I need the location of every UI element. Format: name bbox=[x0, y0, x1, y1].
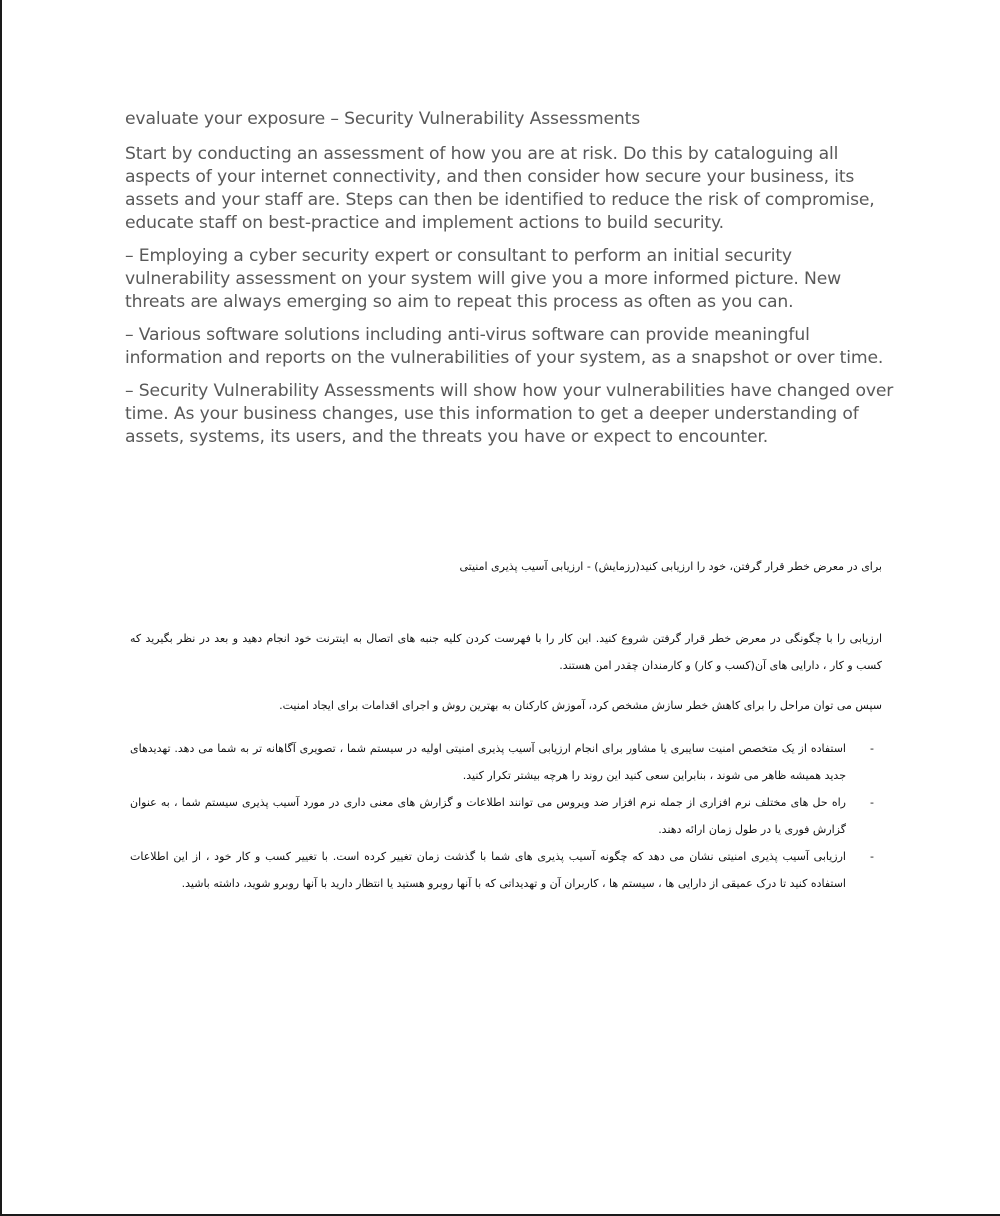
persian-list-item bbox=[130, 789, 882, 843]
persian-paragraph-steps: سپس می توان مراحل را برای کاهش خطر سازش مشخص کرد، آموزش کارکنان به بهترین روش و اجرای اقدامات برای ایجاد امنیت. bbox=[279, 699, 882, 712]
persian-list-item bbox=[130, 735, 882, 789]
persian-list-item-text: راه حل های مختلف نرم افزاری از جمله نرم افزار ضد ویروس می توانند اطلاعات و گزارش های معنی داری در مورد آسیب پذیری سیستم شما ، به عنوان گزارش فوری یا در طول زمان ارائه دهند. bbox=[130, 796, 846, 836]
list-dash-marker: - bbox=[870, 850, 874, 863]
persian-list-item-text: ارزیابی آسیب پذیری امنیتی نشان می دهد که چگونه آسیب پذیری های شما با گذشت زمان تغییر کرده است. با تغییر کسب و کار خود ، از این اطلاعات استفاده کنید تا درک عمیقی از دارایی ها ، سیستم ها ، کاربران آن و تهدیداتی که با آنها روبرو هستید یا انتظار دارید با آنها روبرو شوید، داشته باشید. bbox=[130, 850, 846, 890]
list-dash-marker: - bbox=[870, 796, 874, 809]
english-paragraph-software: – Various software solutions including anti-virus software can provide meaningful information and reports on the vulnerabilities of your system, as a snapshot or over time. bbox=[125, 325, 884, 368]
persian-bullet-list bbox=[130, 735, 882, 897]
english-section bbox=[125, 108, 895, 459]
english-paragraph-consultant: – Employing a cyber security expert or consultant to perform an initial security vulnerability assessment on your system will give you a more informed picture. New threats are always emerging so aim to repeat this process as often as you can. bbox=[125, 246, 842, 312]
persian-heading: برای در معرض خطر قرار گرفتن، خود را ارزیابی کنید(رزمایش) - ارزیابی آسیب پذیری امنیتی bbox=[459, 560, 882, 573]
english-paragraph-assessments: – Security Vulnerability Assessments will show how your vulnerabilities have changed over time. As your business changes, use this information to get a deeper understanding of assets, systems, its users, and the threats you have or expect to encounter. bbox=[125, 381, 894, 447]
list-dash-marker: - bbox=[870, 742, 874, 755]
persian-list-item-text: استفاده از یک متخصص امنیت سایبری یا مشاور برای انجام ارزیابی آسیب پذیری امنیتی اولیه در سیستم شما ، تصویری آگاهانه تر به شما می دهد. تهدیدهای جدید همیشه ظاهر می شوند ، بنابراین سعی کنید این روند را هرچه بیشتر تکرار کنید. bbox=[130, 742, 846, 782]
persian-paragraph-intro: ارزیابی را با چگونگی در معرض خطر قرار گرفتن شروع کنید. این کار را با فهرست کردن کلیه جنبه های اتصال به اینترنت خود انجام دهید و بعد در نظر بگیرید که کسب و کار ، دارایی های آن(کسب و کار) و کارمندان چقدر امن هستند. bbox=[130, 632, 882, 672]
english-paragraph-intro: Start by conducting an assessment of how you are at risk. Do this by cataloguing all aspects of your internet connectivity, and then consider how secure your business, its assets and your staff are. Steps can then be identified to reduce the risk of compromise, educate staff on best-practice and implement actions to build security. bbox=[125, 144, 875, 233]
english-heading: evaluate your exposure – Security Vulnerability Assessments bbox=[125, 109, 641, 129]
persian-list-item bbox=[130, 843, 882, 897]
